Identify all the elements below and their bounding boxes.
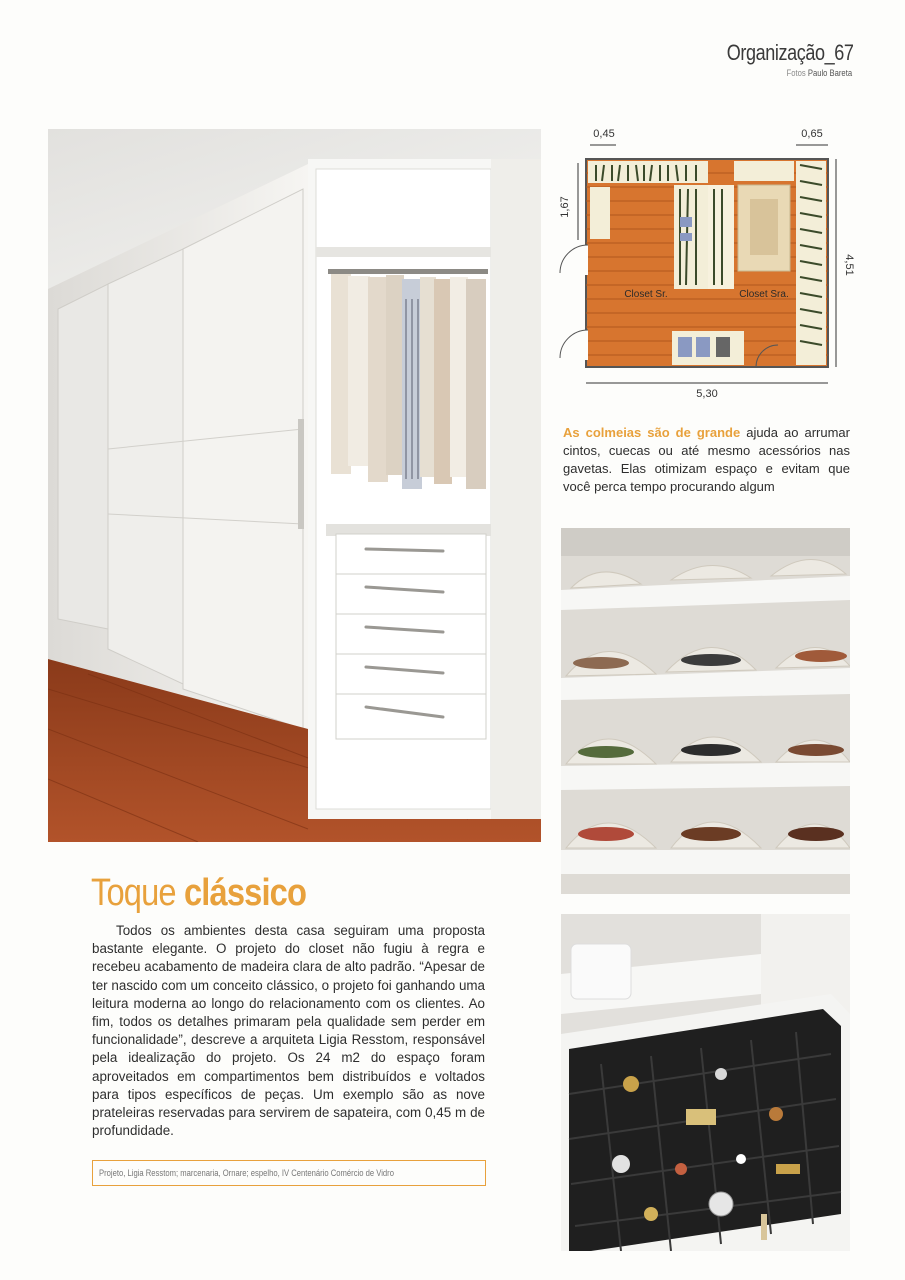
caption-lead: As colmeias são de grande	[563, 425, 741, 440]
article-title-light: Toque	[91, 872, 176, 914]
photo-caption	[563, 424, 850, 496]
dim-bottom: 5,30	[696, 388, 718, 400]
article-paragraph: Todos os ambientes desta casa seguiram uma proposta bastante elegante. O projeto do closet não fugiu à regra e recebeu acabamento de madeira clara de alto padrão. “Apesar de ter nascido com um conceito clássico, o projeto foi ganhando uma leitura moderna ao longo do relacionamento com os clientes. Ao fim, todos os detalhes primaram pela qualidade sem perder em funcionalidade”, descreve a arquiteta Ligia Resstom, responsável pela idealização do projeto. Os 24 m2 do espaço foram aproveitados em compartimentos bem distribuídos e voltados para tipos específicos de peças. Um exemplo são as nove prateleiras reservadas para servirem de sapateira, com 0,45 m de profundidade.	[92, 923, 485, 1139]
project-credits	[92, 1160, 486, 1186]
floor-plan-drawing	[556, 125, 856, 415]
jewelry-drawer-illustration	[561, 914, 850, 1251]
dim-top-left: 0,45	[593, 128, 615, 140]
project-credits-text: Projeto, Ligia Resstom; marcenaria, Ornare; espelho, IV Centenário Comércio de Vidro	[99, 1168, 394, 1178]
closet-main-photo	[48, 129, 541, 842]
photo-credit-name: Paulo Bareta	[807, 68, 852, 78]
closet-photo-illustration	[48, 129, 541, 842]
dim-right: 4,51	[843, 254, 855, 276]
section-title: Organização_67	[726, 40, 853, 65]
photo-credit-label: Fotos	[786, 68, 806, 78]
caption-text: ajuda ao arrumar cintos, cuecas ou até mesmo acessórios nas gavetas. Elas otimizam espaço e evitam que você perca tempo procurando algum	[563, 425, 850, 494]
shoe-shelves-illustration	[561, 528, 850, 894]
article-title-bold: clássico	[183, 872, 307, 914]
dim-top-right: 0,65	[801, 128, 823, 140]
plan-label-closet-sra: Closet Sra.	[739, 289, 789, 300]
dim-left: 1,67	[559, 196, 571, 218]
article-body	[92, 922, 485, 1140]
photo-credit	[786, 68, 852, 78]
floor-plan	[556, 125, 856, 415]
article-title	[91, 872, 306, 915]
jewelry-drawer-photo	[561, 914, 850, 1251]
plan-label-closet-sr: Closet Sr.	[624, 289, 668, 300]
shoe-shelves-photo	[561, 528, 850, 894]
